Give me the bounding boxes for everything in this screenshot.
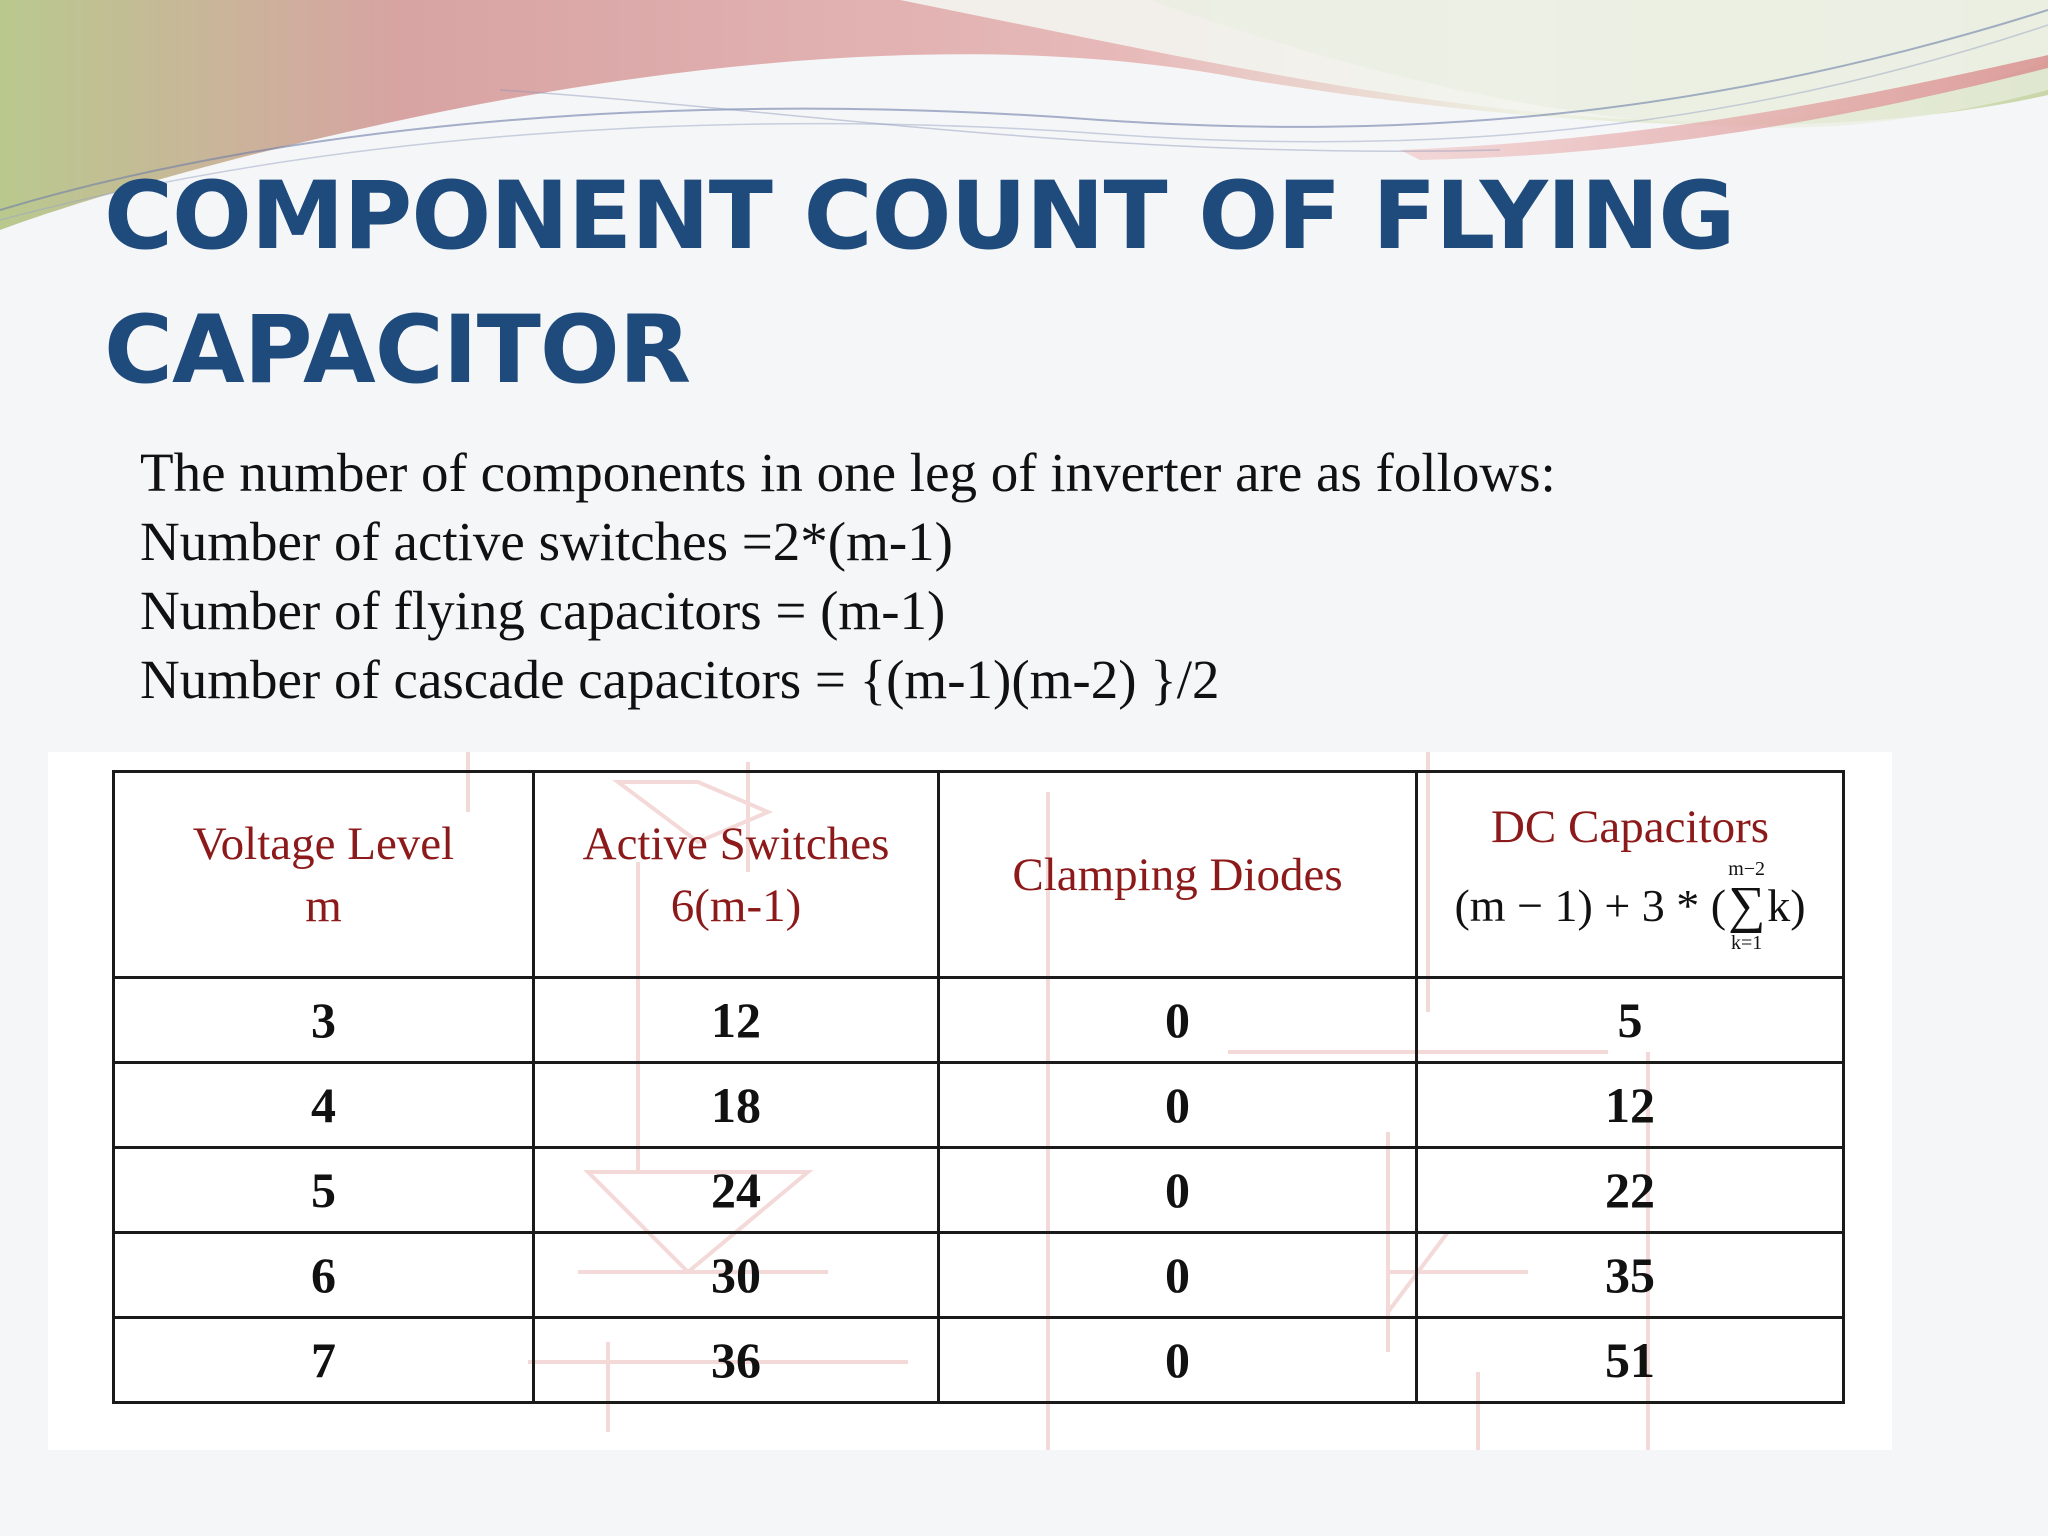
table-row: [114, 978, 1844, 1063]
cell-active-switches: 30: [534, 1233, 939, 1318]
cell-voltage-level: 5: [114, 1148, 534, 1233]
cell-active-switches: 24: [534, 1148, 939, 1233]
cell-dc-capacitors: 22: [1417, 1148, 1844, 1233]
header-voltage-level-label: Voltage Level: [192, 817, 455, 870]
body-line-flying-capacitors: Number of flying capacitors = (m-1): [140, 580, 946, 641]
cell-active-switches: 36: [534, 1318, 939, 1403]
header-dc-capacitors: [1417, 772, 1844, 978]
table-header-row: [114, 772, 1844, 978]
cell-dc-capacitors: 5: [1417, 978, 1844, 1063]
header-active-switches-formula: 6(m-1): [670, 879, 802, 932]
header-active-switches: [534, 772, 939, 978]
slide-body-text: [140, 438, 1980, 714]
component-count-table: [112, 770, 1845, 1404]
header-dc-capacitors-label: DC Capacitors: [1490, 800, 1770, 853]
formula-right-part: k): [1767, 879, 1806, 931]
cell-voltage-level: 3: [114, 978, 534, 1063]
slide-title-line-1: COMPONENT COUNT OF FLYING: [104, 162, 1735, 271]
cell-voltage-level: 7: [114, 1318, 534, 1403]
slide-title-line-2: CAPACITOR: [104, 296, 691, 405]
table-row: [114, 1063, 1844, 1148]
summation-upper-limit: m−2: [1728, 857, 1766, 880]
cell-active-switches: 12: [534, 978, 939, 1063]
table-row: [114, 1233, 1844, 1318]
table-image-panel: [48, 752, 1892, 1450]
cell-voltage-level: 6: [114, 1233, 534, 1318]
slide-title: [104, 150, 1964, 418]
formula-left-part: (m − 1) + 3 * (: [1454, 879, 1727, 931]
cell-active-switches: 18: [534, 1063, 939, 1148]
cell-clamping-diodes: 0: [939, 978, 1417, 1063]
body-line-cascade-capacitors: Number of cascade capacitors = {(m-1)(m-2) }/2: [140, 649, 1220, 710]
header-dc-capacitors-formula: [1454, 858, 1805, 954]
body-line-intro: The number of components in one leg of inverter are as follows:: [140, 442, 1556, 503]
cell-clamping-diodes: 0: [939, 1148, 1417, 1233]
summation-lower-limit: k=1: [1731, 931, 1763, 954]
header-voltage-level-symbol: m: [305, 879, 342, 932]
cell-dc-capacitors: 12: [1417, 1063, 1844, 1148]
cell-clamping-diodes: 0: [939, 1318, 1417, 1403]
cell-clamping-diodes: 0: [939, 1063, 1417, 1148]
header-active-switches-label: Active Switches: [582, 817, 890, 870]
summation: [1728, 858, 1765, 954]
header-clamping-diodes-label: Clamping Diodes: [1012, 848, 1343, 901]
cell-voltage-level: 4: [114, 1063, 534, 1148]
cell-dc-capacitors: 35: [1417, 1233, 1844, 1318]
summation-symbol: ∑: [1728, 876, 1766, 934]
body-line-active-switches: Number of active switches =2*(m-1): [140, 511, 953, 572]
cell-dc-capacitors: 51: [1417, 1318, 1844, 1403]
table-row: [114, 1318, 1844, 1403]
cell-clamping-diodes: 0: [939, 1233, 1417, 1318]
header-voltage-level: [114, 772, 534, 978]
table-row: [114, 1148, 1844, 1233]
header-clamping-diodes: [939, 772, 1417, 978]
